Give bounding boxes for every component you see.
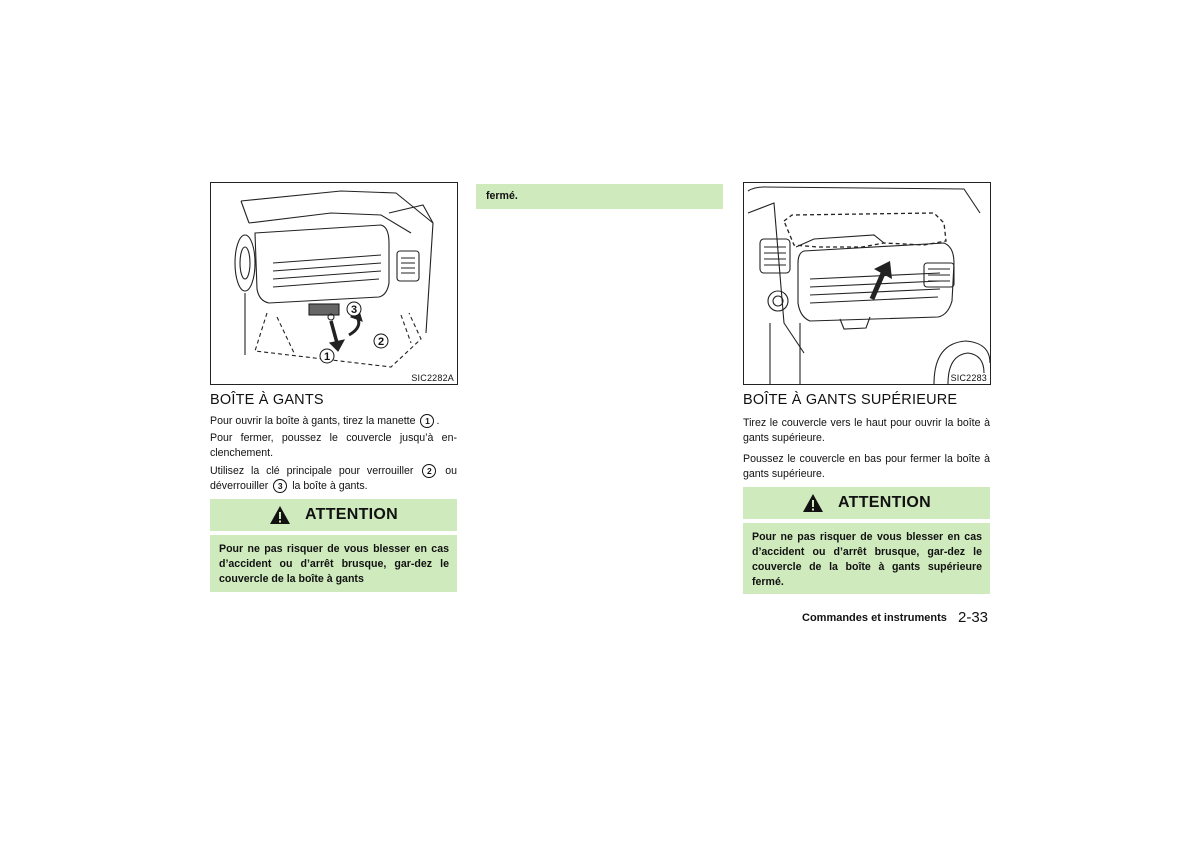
figure-code: SIC2283: [950, 373, 987, 383]
callout-1: 1: [323, 351, 331, 363]
section-heading-upper-glove-box: BOÎTE À GANTS SUPÉRIEURE: [743, 392, 958, 408]
paragraph-open-end: .: [436, 415, 440, 427]
upper-glove-box-illustration: [744, 183, 990, 384]
section-heading-glove-box: BOÎTE À GANTS: [210, 392, 324, 408]
warning-title: ATTENTION: [837, 494, 932, 511]
callout-2: 2: [377, 336, 385, 348]
glove-box-illustration: [211, 183, 457, 384]
circled-number: 2: [422, 464, 436, 478]
paragraph-open-text: Pour ouvrir la boîte à gants, tirez la manette: [210, 415, 416, 427]
warning-title: ATTENTION: [304, 506, 399, 523]
circled-number: 3: [273, 479, 287, 493]
warning-header: [743, 487, 990, 519]
warning-text: Pour ne pas risquer de vous blesser en cas d’accident ou d’arrêt brusque, gar-dez le couvercle de la boîte à gants: [210, 535, 457, 592]
warning-text: Pour ne pas risquer de vous blesser en cas d’accident ou d’arrêt brusque, gar-dez le couvercle de la boîte à gants supérieure fermé.: [743, 523, 990, 594]
footer-section-title: Commandes et instruments: [802, 612, 947, 624]
callout-3: 3: [350, 304, 358, 316]
continuation-strip: fermé.: [476, 184, 723, 209]
page-number: 2-33: [958, 609, 989, 626]
warning-triangle-icon: [269, 505, 291, 525]
warning-header: [210, 499, 457, 531]
figure-code: SIC2282A: [411, 373, 454, 383]
circled-number: 1: [420, 414, 434, 428]
paragraph-close: Pour fermer, poussez le couvercle jusqu’à en-clenchement.: [210, 432, 457, 459]
upper-glove-box-figure: [743, 182, 991, 385]
paragraph-lock-end: la boîte à gants.: [292, 480, 368, 492]
paragraph-open-upper: Tirez le couvercle vers le haut pour ouvrir la boîte à gants supérieure.: [743, 417, 990, 444]
paragraph-lock: [210, 464, 457, 494]
paragraph-open: [210, 414, 457, 429]
glove-box-figure: [210, 182, 458, 385]
warning-triangle-icon: [802, 493, 824, 513]
paragraph-lock-text: Utilisez la clé principale pour verrouiller: [210, 465, 414, 477]
paragraph-lock-mid: ou déverrouiller: [210, 465, 457, 492]
paragraph-close-upper: Poussez le couvercle en bas pour fermer la boîte à gants supérieure.: [743, 453, 990, 480]
